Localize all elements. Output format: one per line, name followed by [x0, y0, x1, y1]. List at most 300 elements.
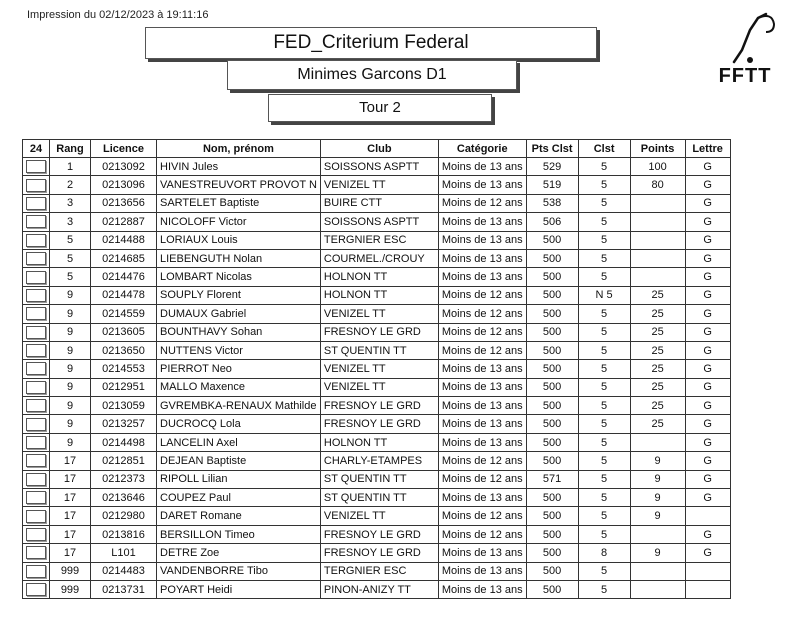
points-cell: [630, 525, 685, 543]
pts-clst-cell: 500: [526, 323, 578, 341]
licence-cell: 0213092: [91, 158, 157, 176]
licence-cell: 0212373: [91, 470, 157, 488]
col-header-pts-clst: Pts Clst: [526, 140, 578, 158]
name-cell: LORIAUX Louis: [157, 231, 321, 249]
table-row: [23, 268, 731, 286]
rang-cell: 999: [50, 580, 91, 598]
name-cell: PIERROT Neo: [157, 360, 321, 378]
lettre-cell: G: [685, 268, 730, 286]
col-header-rang: Rang: [50, 140, 91, 158]
club-cell: VENIZEL TT: [320, 176, 438, 194]
col-header-lettre: Lettre: [685, 140, 730, 158]
table-row: [23, 415, 731, 433]
licence-cell: 0213646: [91, 489, 157, 507]
pts-clst-cell: 519: [526, 176, 578, 194]
club-cell: BUIRE CTT: [320, 194, 438, 212]
clst-cell: N 5: [578, 286, 630, 304]
rang-cell: 17: [50, 507, 91, 525]
category-cell: Moins de 13 ans: [438, 176, 526, 194]
category-cell: Moins de 12 ans: [438, 323, 526, 341]
row-select-cell[interactable]: [23, 286, 50, 304]
row-checkbox[interactable]: [26, 344, 46, 357]
row-select-cell[interactable]: [23, 544, 50, 562]
table-row: [23, 176, 731, 194]
club-cell: FRESNOY LE GRD: [320, 415, 438, 433]
row-select-cell[interactable]: [23, 452, 50, 470]
lettre-cell: G: [685, 452, 730, 470]
clst-cell: 5: [578, 433, 630, 451]
lettre-cell: G: [685, 433, 730, 451]
points-cell: 9: [630, 489, 685, 507]
club-cell: ST QUENTIN TT: [320, 489, 438, 507]
rang-cell: 9: [50, 286, 91, 304]
row-checkbox[interactable]: [26, 179, 46, 192]
name-cell: DETRE Zoe: [157, 544, 321, 562]
name-cell: SOUPLY Florent: [157, 286, 321, 304]
points-cell: 80: [630, 176, 685, 194]
rang-cell: 9: [50, 341, 91, 359]
row-checkbox[interactable]: [26, 491, 46, 504]
rang-cell: 1: [50, 158, 91, 176]
row-select-cell[interactable]: [23, 580, 50, 598]
pts-clst-cell: 500: [526, 415, 578, 433]
rang-cell: 5: [50, 249, 91, 267]
competition-title: FED_Criterium Federal: [145, 27, 597, 59]
points-cell: [630, 562, 685, 580]
club-cell: FRESNOY LE GRD: [320, 544, 438, 562]
name-cell: LIEBENGUTH Nolan: [157, 249, 321, 267]
club-cell: VENIZEL TT: [320, 360, 438, 378]
licence-cell: 0214476: [91, 268, 157, 286]
licence-cell: 0213257: [91, 415, 157, 433]
lettre-cell: G: [685, 470, 730, 488]
clst-cell: 5: [578, 249, 630, 267]
pts-clst-cell: 538: [526, 194, 578, 212]
category-cell: Moins de 13 ans: [438, 378, 526, 396]
category-cell: Moins de 13 ans: [438, 433, 526, 451]
points-cell: 25: [630, 323, 685, 341]
category-cell: Moins de 13 ans: [438, 158, 526, 176]
row-checkbox[interactable]: [26, 565, 46, 578]
row-select-cell[interactable]: [23, 507, 50, 525]
points-cell: 100: [630, 158, 685, 176]
row-checkbox[interactable]: [26, 381, 46, 394]
table-row: [23, 231, 731, 249]
name-cell: DEJEAN Baptiste: [157, 452, 321, 470]
pts-clst-cell: 500: [526, 580, 578, 598]
club-cell: FRESNOY LE GRD: [320, 397, 438, 415]
club-cell: HOLNON TT: [320, 433, 438, 451]
table-row: [23, 489, 731, 507]
club-cell: HOLNON TT: [320, 286, 438, 304]
clst-cell: 5: [578, 470, 630, 488]
row-checkbox[interactable]: [26, 160, 46, 173]
lettre-cell: G: [685, 378, 730, 396]
clst-cell: 5: [578, 231, 630, 249]
category-cell: Moins de 13 ans: [438, 580, 526, 598]
category-cell: Moins de 12 ans: [438, 507, 526, 525]
rang-cell: 17: [50, 452, 91, 470]
table-row: [23, 249, 731, 267]
club-cell: HOLNON TT: [320, 268, 438, 286]
name-cell: DARET Romane: [157, 507, 321, 525]
clst-cell: 5: [578, 580, 630, 598]
row-checkbox[interactable]: [26, 326, 46, 339]
row-select-cell[interactable]: [23, 525, 50, 543]
results-table: [22, 139, 731, 599]
licence-cell: 0214559: [91, 305, 157, 323]
club-cell: VENIZEL TT: [320, 507, 438, 525]
licence-cell: 0213650: [91, 341, 157, 359]
lettre-cell: G: [685, 176, 730, 194]
pts-clst-cell: 500: [526, 360, 578, 378]
licence-cell: 0214685: [91, 249, 157, 267]
name-cell: LOMBART Nicolas: [157, 268, 321, 286]
rang-cell: 17: [50, 525, 91, 543]
row-select-cell[interactable]: [23, 433, 50, 451]
rang-cell: 17: [50, 489, 91, 507]
clst-cell: 5: [578, 378, 630, 396]
table-row: [23, 286, 731, 304]
row-select-cell[interactable]: [23, 360, 50, 378]
points-cell: [630, 213, 685, 231]
row-select-cell[interactable]: [23, 323, 50, 341]
points-cell: 25: [630, 397, 685, 415]
licence-cell: 0213605: [91, 323, 157, 341]
rang-cell: 17: [50, 470, 91, 488]
row-select-cell[interactable]: [23, 378, 50, 396]
row-checkbox[interactable]: [26, 528, 46, 541]
table-row: [23, 360, 731, 378]
licence-cell: 0214483: [91, 562, 157, 580]
table-row: [23, 433, 731, 451]
pts-clst-cell: 500: [526, 286, 578, 304]
table-row: [23, 158, 731, 176]
clst-cell: 5: [578, 525, 630, 543]
table-row: [23, 341, 731, 359]
round-title: Tour 2: [268, 94, 492, 122]
licence-cell: 0213096: [91, 176, 157, 194]
row-checkbox[interactable]: [26, 234, 46, 247]
row-select-cell[interactable]: [23, 158, 50, 176]
licence-cell: 0214488: [91, 231, 157, 249]
licence-cell: 0212887: [91, 213, 157, 231]
licence-cell: 0214478: [91, 286, 157, 304]
name-cell: HIVIN Jules: [157, 158, 321, 176]
row-select-cell[interactable]: [23, 213, 50, 231]
lettre-cell: [685, 507, 730, 525]
lettre-cell: G: [685, 397, 730, 415]
rang-cell: 9: [50, 433, 91, 451]
club-cell: VENIZEL TT: [320, 378, 438, 396]
points-cell: 9: [630, 544, 685, 562]
table-row: [23, 507, 731, 525]
points-cell: 25: [630, 360, 685, 378]
col-header-club: Club: [320, 140, 438, 158]
lettre-cell: G: [685, 525, 730, 543]
points-cell: [630, 433, 685, 451]
clst-cell: 8: [578, 544, 630, 562]
category-cell: Moins de 12 ans: [438, 194, 526, 212]
rang-cell: 17: [50, 544, 91, 562]
table-header-row: [23, 140, 731, 158]
clst-cell: 5: [578, 452, 630, 470]
name-cell: COUPEZ Paul: [157, 489, 321, 507]
club-cell: ST QUENTIN TT: [320, 470, 438, 488]
clst-cell: 5: [578, 194, 630, 212]
table-row: [23, 378, 731, 396]
clst-cell: 5: [578, 268, 630, 286]
clst-cell: 5: [578, 305, 630, 323]
col-header-licence: Licence: [91, 140, 157, 158]
category-cell: Moins de 13 ans: [438, 562, 526, 580]
table-row: [23, 525, 731, 543]
points-cell: 9: [630, 507, 685, 525]
lettre-cell: G: [685, 158, 730, 176]
club-cell: CHARLY-ETAMPES: [320, 452, 438, 470]
row-select-cell[interactable]: [23, 341, 50, 359]
points-cell: 25: [630, 341, 685, 359]
club-cell: TERGNIER ESC: [320, 231, 438, 249]
name-cell: LANCELIN Axel: [157, 433, 321, 451]
lettre-cell: G: [685, 341, 730, 359]
pts-clst-cell: 500: [526, 525, 578, 543]
row-checkbox[interactable]: [26, 583, 46, 596]
row-select-cell[interactable]: [23, 249, 50, 267]
name-cell: RIPOLL Lilian: [157, 470, 321, 488]
row-checkbox[interactable]: [26, 271, 46, 284]
category-cell: Moins de 12 ans: [438, 286, 526, 304]
pts-clst-cell: 500: [526, 231, 578, 249]
category-cell: Moins de 13 ans: [438, 544, 526, 562]
col-header-points: Points: [630, 140, 685, 158]
name-cell: BOUNTHAVY Sohan: [157, 323, 321, 341]
row-select-cell[interactable]: [23, 176, 50, 194]
category-cell: Moins de 13 ans: [438, 231, 526, 249]
rang-cell: 9: [50, 378, 91, 396]
row-checkbox[interactable]: [26, 546, 46, 559]
points-cell: 9: [630, 470, 685, 488]
col-header-nom: Nom, prénom: [157, 140, 321, 158]
rang-cell: 3: [50, 194, 91, 212]
table-row: [23, 470, 731, 488]
clst-cell: 5: [578, 562, 630, 580]
rang-cell: 9: [50, 397, 91, 415]
club-cell: PINON-ANIZY TT: [320, 580, 438, 598]
category-cell: Moins de 13 ans: [438, 249, 526, 267]
row-checkbox[interactable]: [26, 197, 46, 210]
licence-cell: L101: [91, 544, 157, 562]
clst-cell: 5: [578, 360, 630, 378]
pts-clst-cell: 500: [526, 562, 578, 580]
category-cell: Moins de 12 ans: [438, 341, 526, 359]
rang-cell: 9: [50, 323, 91, 341]
clst-cell: 5: [578, 397, 630, 415]
col-header-clst: Clst: [578, 140, 630, 158]
club-cell: TERGNIER ESC: [320, 562, 438, 580]
category-cell: Moins de 13 ans: [438, 397, 526, 415]
table-row: [23, 544, 731, 562]
row-select-cell[interactable]: [23, 415, 50, 433]
table-row: [23, 580, 731, 598]
clst-cell: 5: [578, 176, 630, 194]
lettre-cell: [685, 562, 730, 580]
clst-cell: 5: [578, 507, 630, 525]
pts-clst-cell: 500: [526, 507, 578, 525]
rang-cell: 9: [50, 415, 91, 433]
row-select-cell[interactable]: [23, 305, 50, 323]
club-cell: COURMEL./CROUY: [320, 249, 438, 267]
category-cell: Moins de 13 ans: [438, 213, 526, 231]
category-cell: Moins de 12 ans: [438, 305, 526, 323]
row-checkbox[interactable]: [26, 362, 46, 375]
row-select-cell[interactable]: [23, 194, 50, 212]
lettre-cell: G: [685, 415, 730, 433]
points-cell: [630, 231, 685, 249]
lettre-cell: G: [685, 489, 730, 507]
clst-cell: 5: [578, 158, 630, 176]
pts-clst-cell: 500: [526, 341, 578, 359]
row-checkbox[interactable]: [26, 252, 46, 265]
row-select-cell[interactable]: [23, 470, 50, 488]
points-cell: 25: [630, 415, 685, 433]
points-cell: [630, 194, 685, 212]
club-cell: SOISSONS ASPTT: [320, 213, 438, 231]
points-cell: 25: [630, 305, 685, 323]
lettre-cell: G: [685, 360, 730, 378]
licence-cell: 0213816: [91, 525, 157, 543]
table-row: [23, 562, 731, 580]
name-cell: DUMAUX Gabriel: [157, 305, 321, 323]
row-checkbox[interactable]: [26, 399, 46, 412]
rang-cell: 999: [50, 562, 91, 580]
name-cell: VANDENBORRE Tibo: [157, 562, 321, 580]
row-select-cell[interactable]: [23, 231, 50, 249]
points-cell: 25: [630, 286, 685, 304]
pts-clst-cell: 500: [526, 544, 578, 562]
lettre-cell: G: [685, 286, 730, 304]
name-cell: NUTTENS Victor: [157, 341, 321, 359]
table-row: [23, 305, 731, 323]
licence-cell: 0212980: [91, 507, 157, 525]
licence-cell: 0214553: [91, 360, 157, 378]
pts-clst-cell: 500: [526, 489, 578, 507]
licence-cell: 0214498: [91, 433, 157, 451]
table-row: [23, 397, 731, 415]
points-cell: 9: [630, 452, 685, 470]
row-checkbox[interactable]: [26, 307, 46, 320]
category-cell: Moins de 13 ans: [438, 360, 526, 378]
pts-clst-cell: 571: [526, 470, 578, 488]
clst-cell: 5: [578, 415, 630, 433]
lettre-cell: G: [685, 249, 730, 267]
table-row: [23, 213, 731, 231]
clst-cell: 5: [578, 489, 630, 507]
club-cell: FRESNOY LE GRD: [320, 323, 438, 341]
name-cell: POYART Heidi: [157, 580, 321, 598]
col-header-categorie: Catégorie: [438, 140, 526, 158]
points-cell: 25: [630, 378, 685, 396]
club-cell: FRESNOY LE GRD: [320, 525, 438, 543]
rang-cell: 3: [50, 213, 91, 231]
points-cell: [630, 580, 685, 598]
lettre-cell: G: [685, 323, 730, 341]
pts-clst-cell: 500: [526, 452, 578, 470]
row-select-cell[interactable]: [23, 397, 50, 415]
lettre-cell: G: [685, 231, 730, 249]
lettre-cell: G: [685, 305, 730, 323]
club-cell: VENIZEL TT: [320, 305, 438, 323]
row-checkbox[interactable]: [26, 454, 46, 467]
row-checkbox[interactable]: [26, 418, 46, 431]
pts-clst-cell: 529: [526, 158, 578, 176]
lettre-cell: [685, 580, 730, 598]
print-date: Impression du 02/12/2023 à 19:11:16: [27, 9, 209, 21]
division-title: Minimes Garcons D1: [227, 60, 517, 90]
name-cell: MALLO Maxence: [157, 378, 321, 396]
name-cell: SARTELET Baptiste: [157, 194, 321, 212]
row-checkbox[interactable]: [26, 473, 46, 486]
rang-cell: 2: [50, 176, 91, 194]
rang-cell: 5: [50, 268, 91, 286]
row-checkbox[interactable]: [26, 436, 46, 449]
clst-cell: 5: [578, 323, 630, 341]
licence-cell: 0212951: [91, 378, 157, 396]
row-checkbox[interactable]: [26, 289, 46, 302]
name-cell: NICOLOFF Victor: [157, 213, 321, 231]
table-row: [23, 194, 731, 212]
row-select-cell[interactable]: [23, 268, 50, 286]
licence-cell: 0213731: [91, 580, 157, 598]
licence-cell: 0213656: [91, 194, 157, 212]
pts-clst-cell: 500: [526, 378, 578, 396]
pts-clst-cell: 500: [526, 268, 578, 286]
name-cell: VANESTREUVORT PROVOT N: [157, 176, 321, 194]
category-cell: Moins de 13 ans: [438, 415, 526, 433]
table-row: [23, 452, 731, 470]
pts-clst-cell: 500: [526, 397, 578, 415]
table-row: [23, 323, 731, 341]
pts-clst-cell: 500: [526, 305, 578, 323]
rang-cell: 5: [50, 231, 91, 249]
licence-cell: 0212851: [91, 452, 157, 470]
pts-clst-cell: 500: [526, 433, 578, 451]
points-cell: [630, 268, 685, 286]
category-cell: Moins de 12 ans: [438, 470, 526, 488]
pts-clst-cell: 506: [526, 213, 578, 231]
row-select-cell[interactable]: [23, 562, 50, 580]
rang-cell: 9: [50, 360, 91, 378]
col-header-select: 24: [23, 140, 50, 158]
category-cell: Moins de 12 ans: [438, 525, 526, 543]
name-cell: DUCROCQ Lola: [157, 415, 321, 433]
category-cell: Moins de 13 ans: [438, 489, 526, 507]
lettre-cell: G: [685, 544, 730, 562]
name-cell: GVREMBKA-RENAUX Mathilde: [157, 397, 321, 415]
category-cell: Moins de 12 ans: [438, 452, 526, 470]
licence-cell: 0213059: [91, 397, 157, 415]
pts-clst-cell: 500: [526, 249, 578, 267]
clst-cell: 5: [578, 213, 630, 231]
lettre-cell: G: [685, 194, 730, 212]
clst-cell: 5: [578, 341, 630, 359]
points-cell: [630, 249, 685, 267]
row-select-cell[interactable]: [23, 489, 50, 507]
row-checkbox[interactable]: [26, 510, 46, 523]
row-checkbox[interactable]: [26, 215, 46, 228]
name-cell: BERSILLON Timeo: [157, 525, 321, 543]
club-cell: SOISSONS ASPTT: [320, 158, 438, 176]
